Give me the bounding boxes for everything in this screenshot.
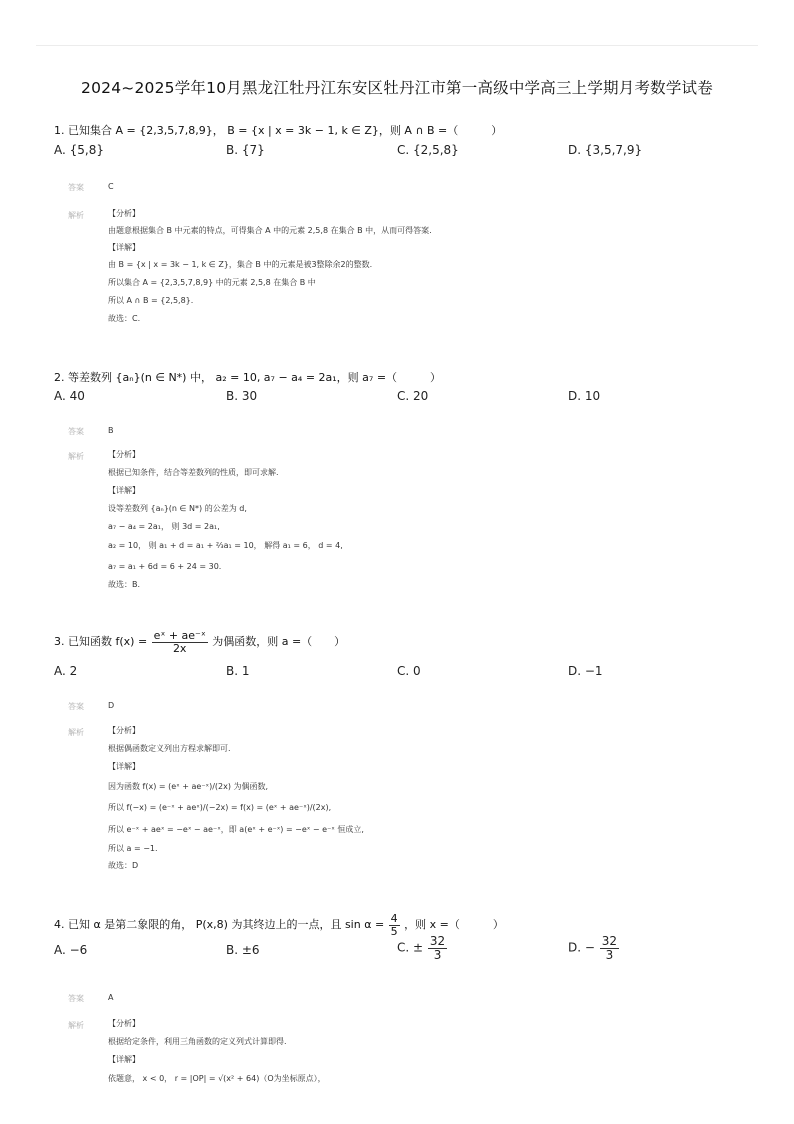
q4-option-c-denominator: 3: [433, 947, 442, 962]
analysis-label: 解析: [68, 211, 84, 220]
answer-label: 答案: [68, 994, 84, 1003]
q1-solution-line: 由题意根据集合 B 中元素的特点，可得集合 A 中的元素 2,5,8 在集合 B 中，从而可得答案.: [108, 226, 432, 235]
q2-option-d: D. 10: [568, 389, 601, 403]
q2-option-b: B. 30: [226, 389, 258, 403]
answer-label: 答案: [68, 702, 84, 711]
q1-option-a: A. {5,8}: [54, 143, 104, 157]
q4-option-a: A. −6: [54, 943, 88, 957]
q1-solution-line: 所以集合 A = {2,3,5,7,8,9} 中的元素 2,5,8 在集合 B 中: [108, 278, 316, 287]
q3-stem-suffix: 为偶函数，则 a =（ ）: [212, 635, 346, 649]
q3-fraction: [152, 630, 208, 654]
analysis-label: 解析: [68, 452, 84, 461]
q4-stem-suffix: ，则 x =（ ）: [404, 918, 504, 932]
answer-label: 答案: [68, 427, 84, 436]
q4-fraction: [389, 913, 400, 937]
q2-solution-line: 【分析】: [108, 450, 140, 459]
q2-answer: B: [108, 426, 114, 435]
q3-solution-line: 【详解】: [108, 762, 140, 771]
q4-fraction-denominator: 5: [390, 924, 398, 938]
q3-option-d: D. −1: [568, 664, 603, 678]
q4-option-d-numerator: 32: [601, 934, 618, 948]
q2-solution-line: 故选：B.: [108, 580, 141, 589]
q2-solution-line: 【详解】: [108, 486, 140, 495]
q3-stem-prefix: 3. 已知函数 f(x) =: [54, 635, 148, 649]
q2-option-c: C. 20: [397, 389, 429, 403]
q1-solution-line: 【分析】: [108, 209, 140, 218]
q4-option-d-prefix: D. −: [568, 940, 595, 955]
q1-option-b: B. {7}: [226, 143, 265, 157]
q3-option-b: B. 1: [226, 664, 250, 678]
q4-stem-prefix: 4. 已知 α 是第二象限的角， P(x,8) 为其终边上的一点，且 sin α =: [54, 918, 385, 932]
q4-option-c-fraction: [428, 935, 447, 961]
q4-solution-line: 依题意， x < 0， r = |OP| = √(x² + 64)（O为坐标原点），: [108, 1074, 326, 1083]
q4-solution-line: 【分析】: [108, 1019, 140, 1028]
q2-solution-line: a₂ = 10， 则 a₁ + d = a₁ + ⅔a₁ = 10， 解得 a₁ = 6， d = 4,: [108, 541, 343, 550]
q3-option-c: C. 0: [397, 664, 421, 678]
exam-title: 2024~2025学年10月黑龙江牡丹江东安区牡丹江市第一高级中学高三上学期月考数学试卷: [81, 79, 713, 97]
q2-option-a: A. 40: [54, 389, 85, 403]
q4-option-c-prefix: C. ±: [397, 940, 424, 955]
q4-option-b: B. ±6: [226, 943, 260, 957]
q4-fraction-numerator: 4: [390, 912, 398, 925]
q1-solution-line: 【详解】: [108, 243, 140, 252]
q1-solution-line: 由 B = {x | x = 3k − 1, k ∈ Z}，集合 B 中的元素是被3整除余2的整数.: [108, 260, 373, 269]
q3-answer: D: [108, 701, 115, 710]
question-2-stem: 2. 等差数列 {aₙ}(n ∈ N*) 中， a₂ = 10, a₇ − a₄ = 2a₁，则 a₇ =（ ）: [54, 371, 442, 384]
answer-label: 答案: [68, 183, 84, 192]
q3-solution-line: 根据偶函数定义列出方程求解即可.: [108, 744, 231, 753]
question-1-stem: 1. 已知集合 A = {2,3,5,7,8,9}， B = {x | x = 3k − 1, k ∈ Z}，则 A ∩ B =（ ）: [54, 124, 503, 137]
q4-answer: A: [108, 993, 114, 1002]
q1-answer: C: [108, 182, 114, 191]
q3-fraction-numerator: eˣ + ae⁻ˣ: [153, 629, 206, 642]
q1-solution-line: 所以 A ∩ B = {2,5,8}.: [108, 296, 194, 305]
q3-option-a: A. 2: [54, 664, 78, 678]
q3-solution-line: 故选：D: [108, 861, 139, 870]
q1-solution-line: 故选：C.: [108, 314, 141, 323]
q2-solution-line: 根据已知条件，结合等差数列的性质，即可求解.: [108, 468, 279, 477]
q2-solution-line: 设等差数列 {aₙ}(n ∈ N*) 的公差为 d,: [108, 504, 247, 513]
q4-option-d: [568, 935, 620, 961]
q2-solution-line: a₇ − a₄ = 2a₁， 则 3d = 2a₁,: [108, 522, 220, 531]
analysis-label: 解析: [68, 728, 84, 737]
q1-option-d: D. {3,5,7,9}: [568, 143, 643, 157]
q4-option-c: [397, 935, 448, 961]
header-divider: [36, 45, 758, 46]
q4-solution-line: 【详解】: [108, 1055, 140, 1064]
q3-solution-line: 【分析】: [108, 726, 140, 735]
question-3-stem: [54, 630, 345, 654]
q4-option-c-numerator: 32: [429, 934, 446, 948]
q4-option-d-fraction: [600, 935, 619, 961]
q3-solution-line: 所以 a = −1.: [108, 844, 158, 853]
q4-solution-line: 根据给定条件，利用三角函数的定义列式计算即得.: [108, 1037, 287, 1046]
q4-option-d-denominator: 3: [605, 947, 614, 962]
q2-solution-line: a₇ = a₁ + 6d = 6 + 24 = 30.: [108, 562, 222, 571]
q3-solution-line: 所以 e⁻ˣ + aeˣ = −eˣ − ae⁻ˣ，即 a(eˣ + e⁻ˣ) = −eˣ − e⁻ˣ 恒成立,: [108, 825, 364, 834]
q3-solution-line: 所以 f(−x) = (e⁻ˣ + aeˣ)/(−2x) = f(x) = (eˣ + ae⁻ˣ)/(2x),: [108, 803, 332, 812]
analysis-label: 解析: [68, 1021, 84, 1030]
q3-solution-line: 因为函数 f(x) = (eˣ + ae⁻ˣ)/(2x) 为偶函数,: [108, 782, 269, 791]
q1-option-c: C. {2,5,8}: [397, 143, 459, 157]
q3-fraction-denominator: 2x: [172, 641, 187, 655]
